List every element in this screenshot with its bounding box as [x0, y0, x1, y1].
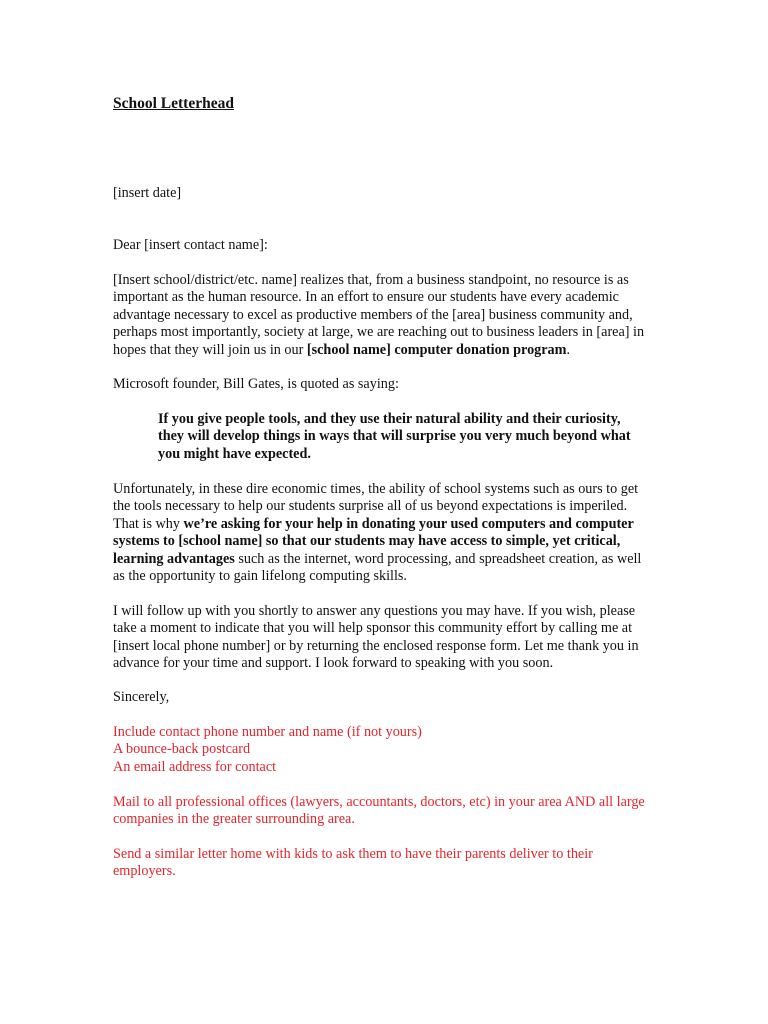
quote-line: you might have expected. [158, 445, 311, 462]
note-line: companies in the greater surrounding area. [113, 811, 355, 828]
letterhead-heading: School Letterhead [113, 95, 234, 112]
text-run: such as the internet, word processing, and spreadsheet creation, as well [234, 550, 642, 567]
mailing-notes [113, 794, 673, 829]
bold-text-run: learning advantages [113, 550, 235, 567]
text-run: That is why [113, 515, 184, 532]
send-home-notes [113, 846, 673, 881]
note-line: An email address for contact [113, 758, 277, 775]
paragraph-line [113, 551, 673, 568]
text-run: hopes that they will join us in our [113, 341, 307, 358]
paragraph-line: Unfortunately, in these dire economic times, the ability of school systems such as ours to get [113, 481, 639, 497]
bold-text-run: we’re asking for your help in donating your used computers and computer [183, 515, 634, 532]
paragraph-line: advance for your time and support. I look forward to speaking with you soon. [113, 655, 554, 672]
text-run: . [566, 341, 571, 358]
program-name: [school name] computer donation program [306, 341, 567, 358]
note-line: Send a similar letter home with kids to ask them to have their parents deliver to their [113, 846, 593, 862]
salutation: Dear [insert contact name]: [113, 237, 268, 253]
paragraph-line [113, 342, 673, 359]
paragraph-follow-up [113, 603, 673, 673]
paragraph-line: perhaps most importantly, society at large, we are reaching out to business leaders in [area] in [113, 324, 645, 341]
paragraph-line: important as the human resource. In an effort to ensure our students have every academic [113, 289, 619, 306]
paragraph-line: advantage necessary to excel as productive members of the [area] business community and, [113, 306, 633, 323]
paragraph-line: as the opportunity to gain lifelong computing skills. [113, 568, 407, 585]
note-line: A bounce-back postcard [113, 741, 251, 758]
note-line: Include contact phone number and name (if not yours) [113, 724, 422, 740]
quote-line: If you give people tools, and they use their natural ability and their curiosity, [158, 411, 621, 427]
note-line: Mail to all professional offices (lawyers, accountants, doctors, etc) in your area AND all large [113, 794, 645, 810]
paragraph-line: [Insert school/district/etc. name] realizes that, from a business standpoint, no resource is as [113, 272, 629, 288]
paragraph-line [113, 516, 673, 533]
note-line: employers. [113, 863, 176, 880]
quote-line: they will develop things in ways that will surprise you very much beyond what [158, 428, 631, 445]
quote-intro: Microsoft founder, Bill Gates, is quoted as saying: [113, 376, 399, 392]
bill-gates-quote [158, 411, 678, 463]
paragraph-line [113, 533, 673, 550]
paragraph-request [113, 481, 673, 585]
paragraph-intro [113, 272, 673, 359]
date-line: [insert date] [113, 185, 182, 201]
paragraph-line: the tools necessary to help our students surprise all of us beyond expectations is imperiled. [113, 498, 628, 515]
paragraph-line: take a moment to indicate that you will help sponsor this community effort by calling me at [113, 620, 633, 637]
paragraph-line: I will follow up with you shortly to answer any questions you may have. If you wish, please [113, 603, 636, 619]
bold-text-run: systems to [school name] so that our students may have access to simple, yet critical, [113, 533, 621, 550]
contact-notes [113, 724, 673, 776]
closing: Sincerely, [113, 689, 170, 705]
paragraph-line: [insert local phone number] or by returning the enclosed response form. Let me thank you in [113, 637, 639, 654]
